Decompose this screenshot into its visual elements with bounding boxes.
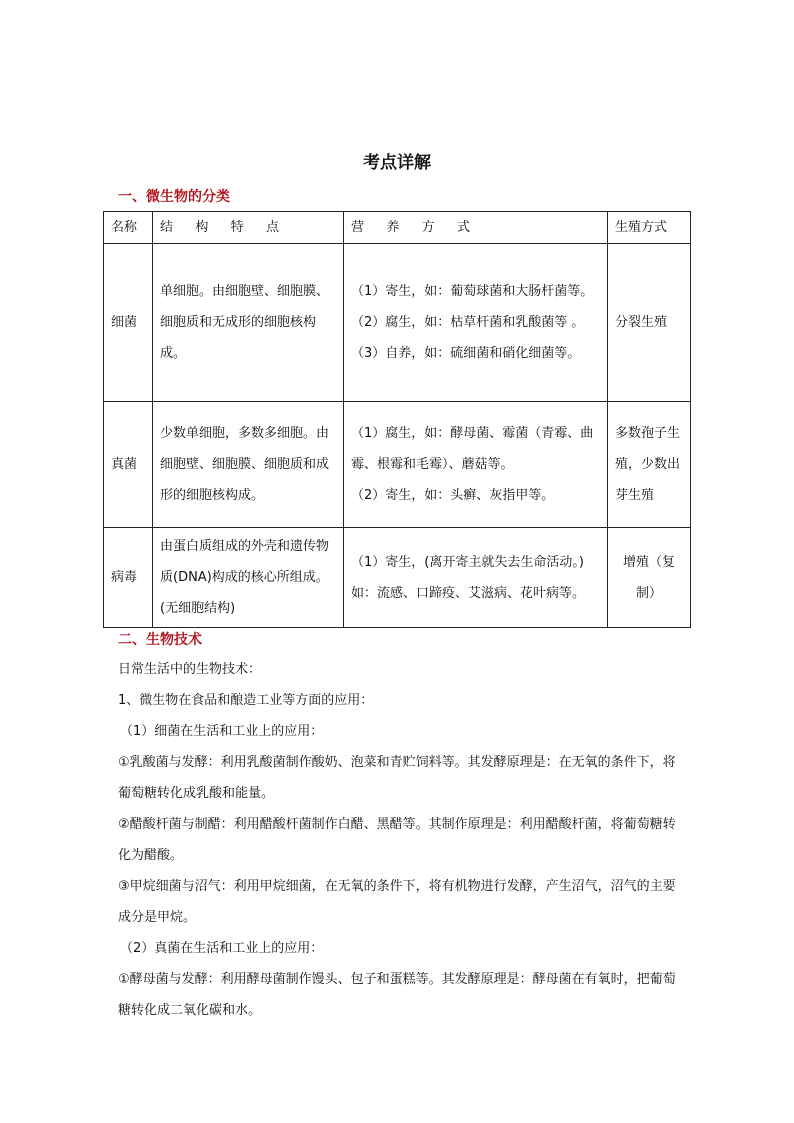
nutrition-line: （2）腐生，如：枯草杆菌和乳酸菌等 。 — [351, 315, 585, 330]
nutrition-line: （2）寄生，如：头癣、灰指甲等。 — [351, 488, 555, 503]
paragraph: 1、微生物在食品和酿造工业等方面的应用： — [118, 693, 374, 708]
header-nutrition: 营 养 方 式 — [344, 212, 608, 244]
nutrition-line: （3）自养，如：硫细菌和硝化细菌等。 — [351, 346, 581, 361]
row-structure: 由蛋白质组成的外壳和遗传物质(DNA)构成的核心所组成。(无细胞结构) — [153, 528, 344, 628]
row-structure: 少数单细胞，多数多细胞。由细胞壁、细胞膜、细胞质和成形的细胞核构成。 — [153, 402, 344, 528]
row-reproduction: 增殖（复制） — [608, 528, 691, 628]
table-row — [104, 402, 691, 528]
paragraph: ②醋酸杆菌与制醋：利用醋酸杆菌制作白醋、黑醋等。其制作原理是：利用醋酸杆菌，将葡萄糖转化为醋酸。 — [118, 817, 676, 863]
body-text — [118, 654, 678, 1026]
paragraph: （2）真菌在生活和工业上的应用： — [120, 941, 324, 956]
table-row — [104, 528, 691, 628]
paragraph: 日常生活中的生物技术： — [118, 662, 262, 677]
nutrition-line: （1）腐生，如：酵母菌、霉菌（青霉、曲霉、根霉和毛霉）、蘑菇等。 — [351, 426, 594, 472]
paragraph: ①酵母菌与发酵：利用酵母菌制作馒头、包子和蛋糕等。其发酵原理是：酵母菌在有氧时，把葡萄糖转化成二氧化碳和水。 — [118, 972, 676, 1018]
nutrition-line: （1）寄生，(离开寄主就失去生命活动。)如：流感、口蹄疫、艾滋病、花叶病等。 — [351, 554, 586, 601]
row-reproduction: 多数孢子生殖，少数出芽生殖 — [608, 402, 691, 528]
row-nutrition — [344, 244, 608, 402]
header-reproduction: 生殖方式 — [608, 212, 691, 244]
classification-table — [103, 211, 691, 628]
paragraph: ③甲烷细菌与沼气：利用甲烷细菌，在无氧的条件下，将有机物进行发酵，产生沼气，沼气的主要成分是甲烷。 — [118, 879, 676, 925]
header-name: 名称 — [104, 212, 153, 244]
row-nutrition — [344, 402, 608, 528]
row-reproduction: 分裂生殖 — [608, 244, 691, 402]
section-heading-classification: 一、微生物的分类 — [118, 189, 230, 205]
row-structure: 单细胞。由细胞壁、细胞膜、细胞质和无成形的细胞核构成。 — [153, 244, 344, 402]
table-row — [104, 244, 691, 402]
paragraph: （1）细菌在生活和工业上的应用： — [120, 724, 324, 739]
page-title: 考点详解 — [363, 153, 431, 173]
row-name: 细菌 — [104, 244, 153, 402]
paragraph: ①乳酸菌与发酵：利用乳酸菌制作酸奶、泡菜和青贮饲料等。其发酵原理是：在无氧的条件下，将葡萄糖转化成乳酸和能量。 — [118, 755, 676, 801]
row-name: 病毒 — [104, 528, 153, 628]
row-nutrition — [344, 528, 608, 628]
nutrition-line: （1）寄生，如：葡萄球菌和大肠杆菌等。 — [351, 284, 594, 299]
section-heading-biotech: 二、生物技术 — [118, 632, 202, 648]
row-name: 真菌 — [104, 402, 153, 528]
table-header-row — [104, 212, 691, 244]
header-structure: 结 构 特 点 — [153, 212, 344, 244]
